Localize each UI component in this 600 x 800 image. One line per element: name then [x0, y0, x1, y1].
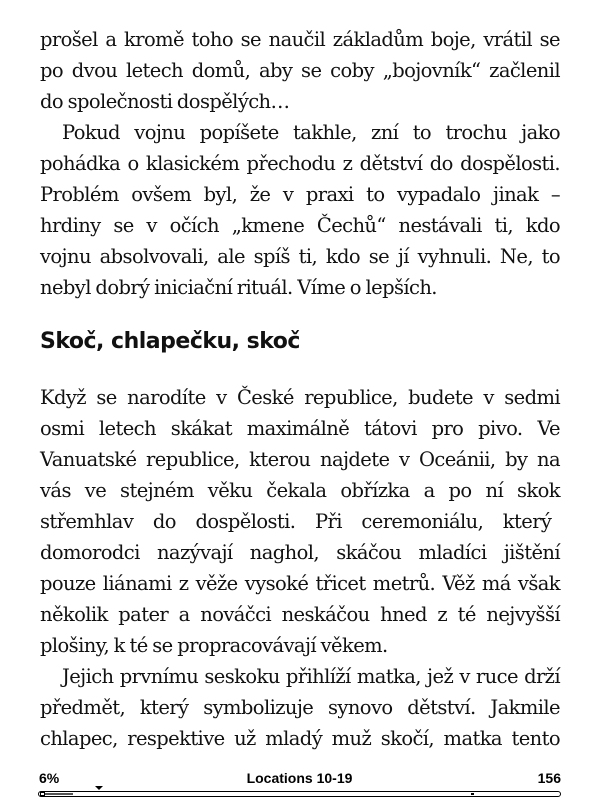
- page-number: 156: [537, 770, 561, 786]
- location-range: Locations 10-19: [246, 770, 353, 786]
- text-line: plošiny, k té se propracovávají věkem.: [40, 634, 388, 657]
- text-line: Pokud vojnu popíšete takhle, zní to trochu jako: [62, 121, 560, 144]
- progress-fill: [42, 793, 73, 795]
- reading-page: [40, 24, 560, 754]
- paragraph-1: [40, 24, 560, 117]
- text-line: pohádka o klasickém přechodu z dětství do dospělosti.: [40, 152, 560, 175]
- text-line: Vanuatské republice, kterou najdete v Oceánii, by na: [40, 448, 560, 471]
- text-line: Když se narodíte v České republice, budete v sedmi: [40, 386, 560, 409]
- text-line: vojnu absolvovali, ale spíš ti, kdo se jí vyhnuli. Ne, to: [40, 245, 560, 268]
- section-heading: Skoč, chlapečku, skoč: [40, 329, 300, 354]
- position-marker-icon: [95, 786, 103, 790]
- reading-footer: [38, 770, 561, 800]
- paragraph-2: [40, 117, 560, 303]
- text-line: do společnosti dospělých…: [40, 90, 290, 113]
- text-line: několik pater a nováčci neskáčou hned z té nejvyšší: [40, 603, 560, 626]
- text-line: vás ve stejném věku čekala obřízka a po ní skok: [40, 479, 560, 502]
- paragraph-3: [40, 382, 560, 661]
- text-line: Problém ovšem byl, že v praxi to vypadalo jinak –: [40, 183, 560, 206]
- text-line: po dvou letech domů, aby se coby „bojovník“ začlenil: [40, 59, 560, 82]
- text-line: střemhlav do dospělosti. Při ceremoniálu, který: [40, 510, 552, 533]
- text-line: Jejich prvnímu seskoku přihlíží matka, jež v ruce drží: [62, 665, 560, 688]
- text-line: pouze liánami z věže vysoké třicet metrů. Věž má však: [40, 572, 560, 595]
- text-line: nebyl dobrý iniciační rituál. Víme o lepších.: [40, 276, 437, 299]
- text-line: domorodci nazývají naghol, skáčou mladíci jištění: [40, 541, 560, 564]
- paragraph-4: [40, 661, 560, 754]
- progress-bar[interactable]: [38, 791, 561, 797]
- text-line: hrdiny se v očích „kmene Čechů“ nestávali ti, kdo: [40, 214, 560, 237]
- bookmark-start-icon: [40, 792, 45, 796]
- text-line: osmi letech skákat maximálně tátovi pro pivo. Ve: [40, 417, 560, 440]
- chapter-mark-icon: [471, 793, 474, 795]
- text-line: prošel a kromě toho se naučil základům boje, vrátil se: [40, 28, 560, 51]
- text-line: chlapec, respektive už mladý muž skočí, matka tento: [40, 727, 560, 750]
- text-line: předmět, který symbolizuje synovo dětství. Jakmile: [40, 696, 560, 719]
- progress-percent: 6%: [39, 770, 60, 786]
